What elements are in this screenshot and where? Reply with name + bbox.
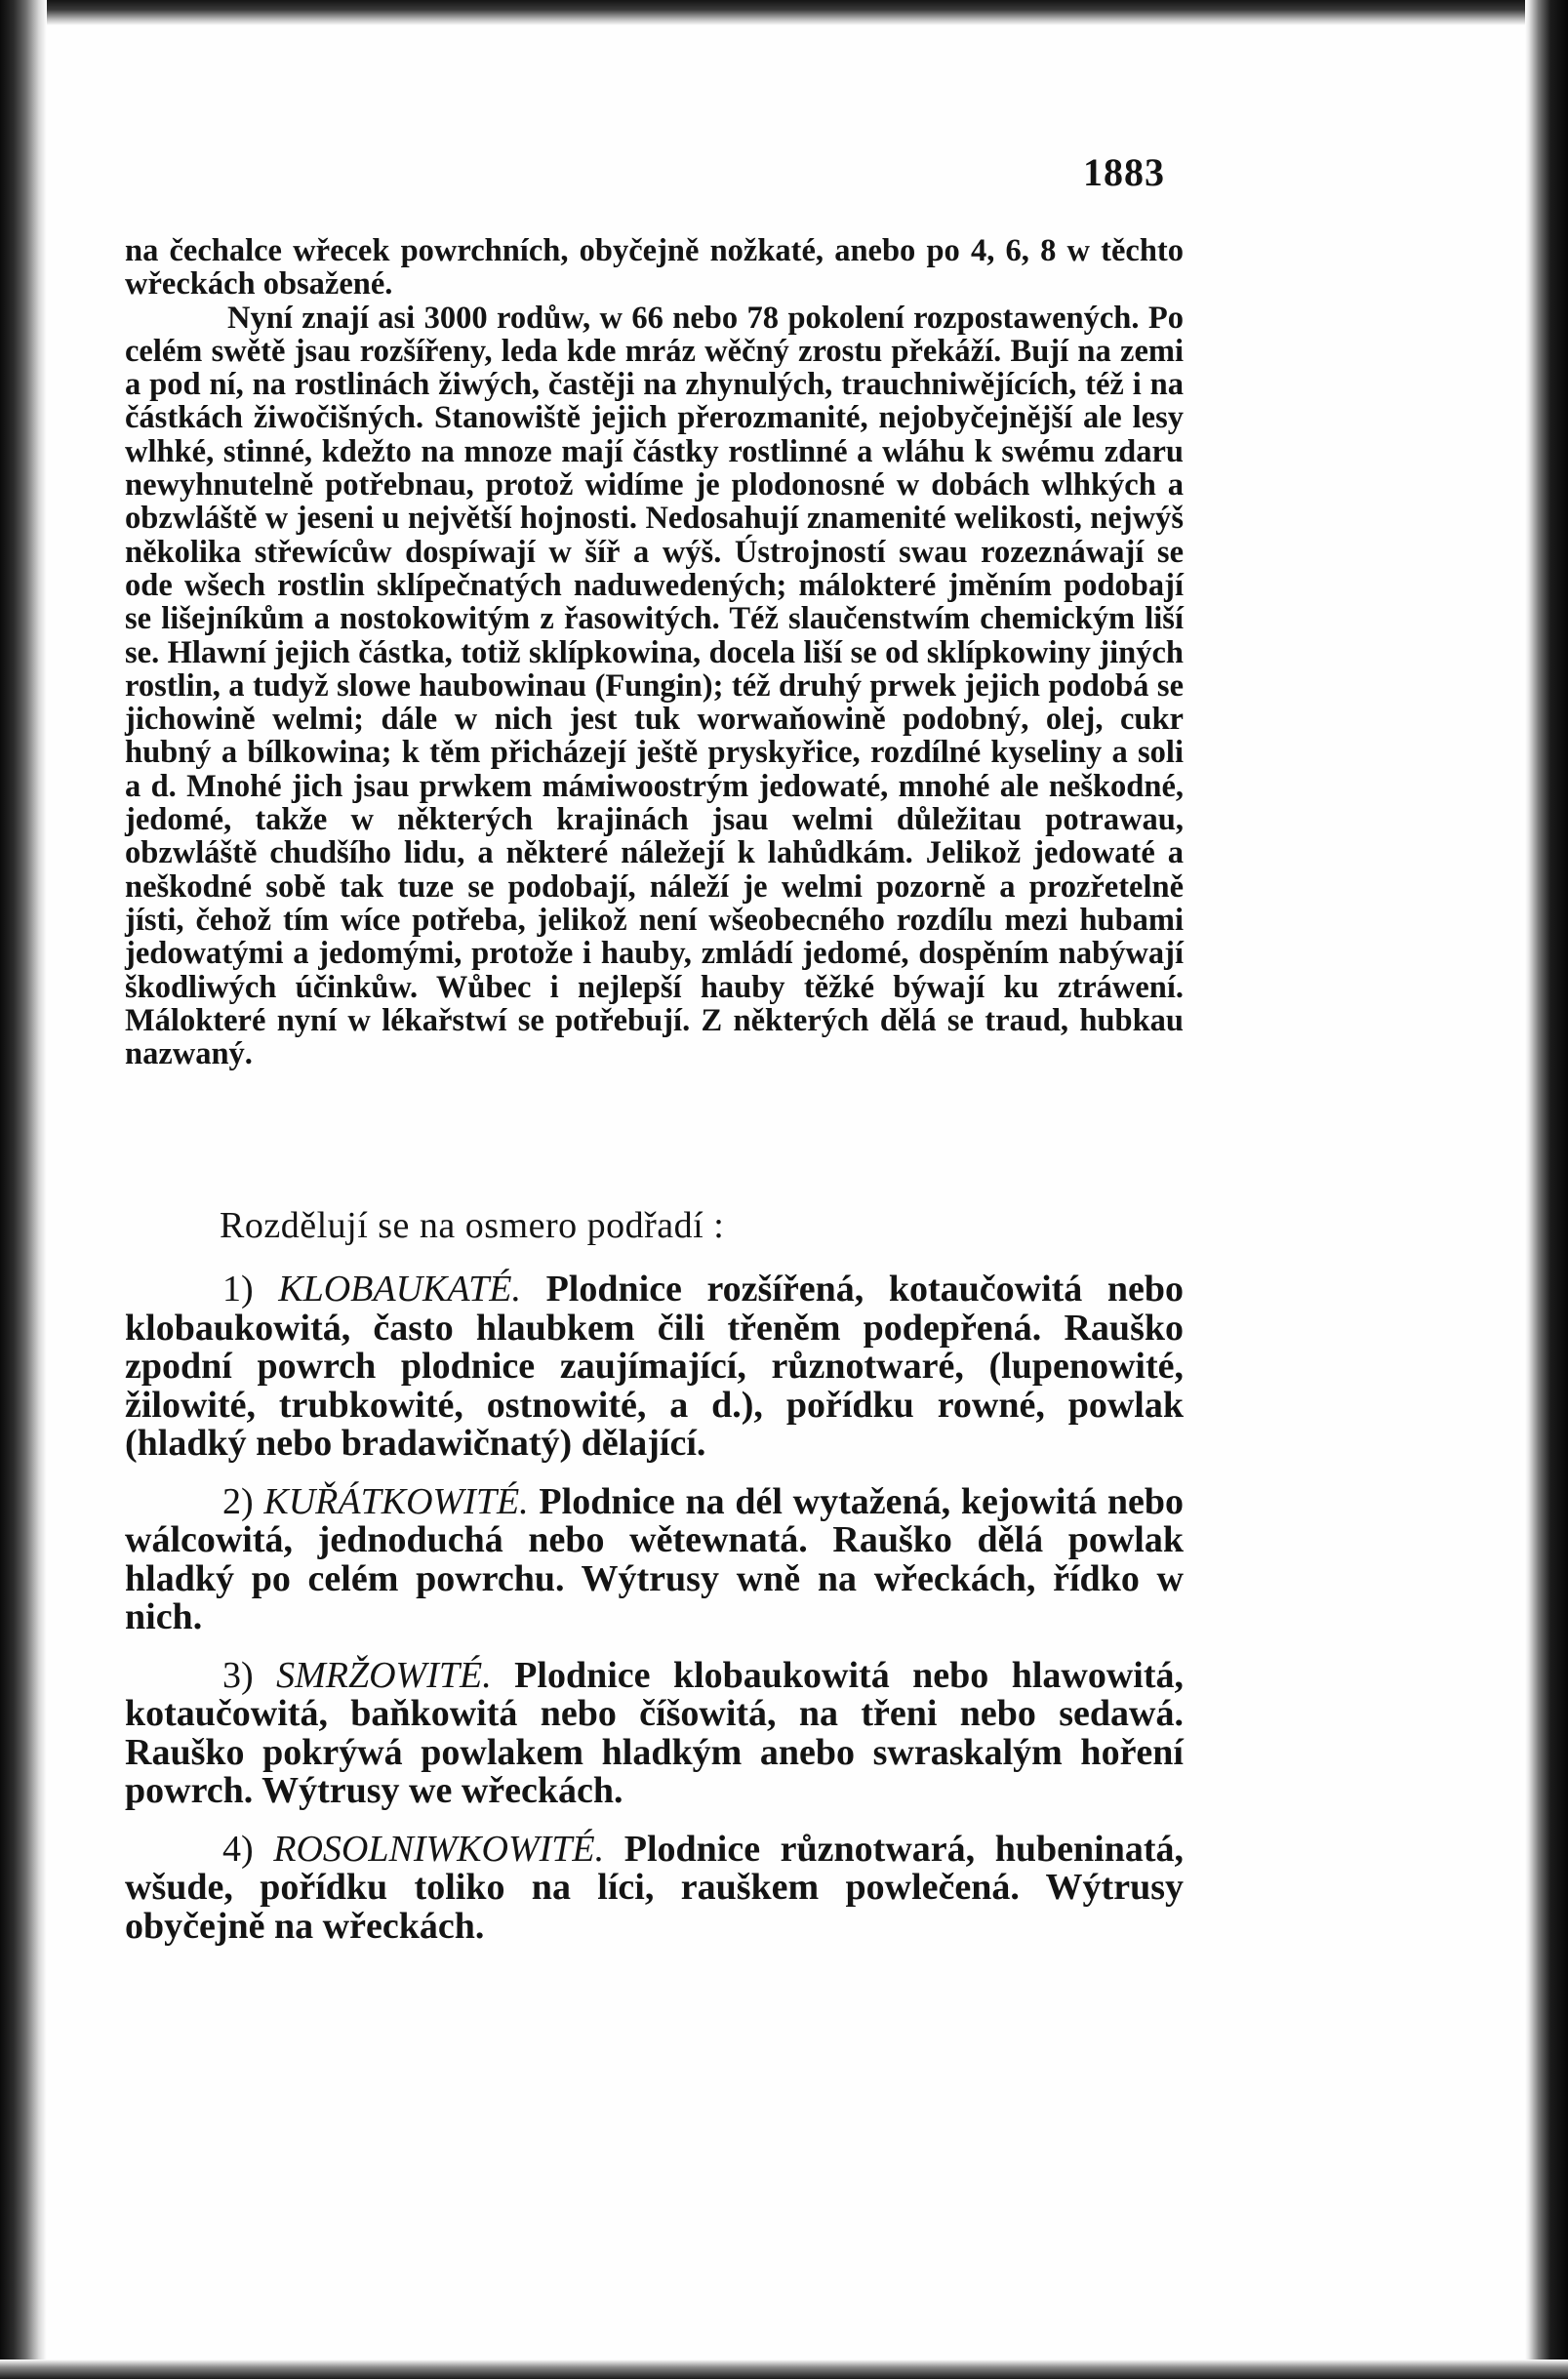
category-name: SMRŽOWITÉ.: [276, 1654, 492, 1696]
category-name: KUŘÁTKOWITÉ.: [263, 1480, 529, 1522]
category-description: Plodnice rozšířená, kotaučowitá nebo klobaukowitá, často hlaubkem čili třeněm podepřená. Rauško zpodní powrch plodnice zaujímající, různotwaré, (lupenowité, žilowité, trubkowité, ostnowité, a d.), pořídku rowné, powlak (hladký nebo bradawičnatý) dělající.: [125, 1269, 1184, 1464]
category-description: Plodnice klobaukowitá nebo hlawowitá, kotaučowitá, baňkowitá nebo číšowitá, na třeni nebo sedawá. Rauško pokrýwá powlakem hladkým anebo swraskalým hoření powrch. Wýtrusy we wřeckách.: [125, 1654, 1185, 1811]
section-heading: Rozdělují se na osmero podřadí :: [220, 1205, 725, 1246]
category-list: [125, 1270, 1184, 1965]
category-number: 2): [222, 1480, 254, 1522]
scan-border-top: [0, 0, 1568, 25]
scan-border-left: [0, 0, 47, 2379]
category-description: Plodnice různotwará, hubeninatá, wšude, pořídku toliko na líci, rauškem powlečená. Wýtrusy obyčejně na wřeckách.: [125, 1828, 1185, 1947]
category-item: [125, 1828, 1185, 1947]
category-name: KLOBAUKATÉ.: [278, 1269, 522, 1310]
category-name: ROSOLNIWKOWITÉ.: [273, 1828, 605, 1870]
paragraph-continuation: na čechalce wřecek powrchních, obyčejně nožkaté, anebo po 4, 6, 8 w těchto wřeckách obsažené.: [125, 233, 1184, 302]
scan-border-bottom: [0, 2359, 1568, 2379]
category-description: Plodnice na dél wytažená, kejowitá nebo wálcowitá, jednoduchá nebo wětewnatá. Rauško dělá powlak hladký po celém powrchu. Wýtrusy wně na wřeckách, řídko w nich.: [125, 1480, 1184, 1637]
paragraph-main: Nyní znají asi 3000 rodůw, w 66 nebo 78 pokolení rozpostawených. Po celém swětě jsau rozšířeny, leda kde mráz wěčný zrostu překáží. Bují na zemi a pod ní, na rostlinách žiwých, častěji na zhynulých, trauchniwějících, též i na částkách žiwočišných. Stanowiště jejich přerozmanité, nejobyčejnější ale lesy wlhké, stinné, kdežto na mnoze mají částky rostlinné a wláhu k swému zdaru newyhnutelně potřebnau, protož widíme je plodonosné w dobách wlhkých a obzwláště w jeseni u největší hojnosti. Nedosahují znamenité welikosti, nejwýš několika střewícůw dospíwají w šíř a wýš. Ústrojností swau rozeznáwají se ode wšech rostlin sklípečnatých naduwedených; málokteré jměním podobají se lišejníkům a nostokowitým z řasowitých. Též slaučenstwím chemickým liší se. Hlawní jejich částka, totiž sklípkowina, docela liší se od sklípkowiny jiných rostlin, a tudyž slowe haubowinau (Fungin); též druhý prwek jejich podobá se jichowině welmi; dále w nich jest tuk worwaňowině podobný, olej, cukr hubný a bílkowina; k těm přicházejí ještě pryskyřice, rozdílné kyseliny a soli a d. Mnohé jich jsau prwkem máміwoostrým jedowaté, mnohé ale neškodné, jedomé, takže w některých krajinách jsau welmi důležitau potrawau, obzwláště chudšího lidu, a některé náležejí k lahůdkám. Jelikož jedowaté a neškodné sobě tak tuze se podobají, náleží je welmi pozorně a prozřetelně jísti, čehož tím wíce potřeba, jelikož není wšeobecného rozdílu mezi hubami jedowatými a jedomými, protože i hauby, zmládí jedomé, dospěním nabýwají škodliwých účinkůw. Wůbec i nejlepší hauby těžké býwají ku ztráwení. Málokteré nyní w lékařstwí se potřebují. Z některých dělá se traud, hubkau nazwaný.: [125, 300, 1184, 1072]
category-item: [125, 1480, 1184, 1637]
category-number: 1): [222, 1269, 254, 1310]
page-number: 1883: [1083, 150, 1165, 194]
category-number: 3): [222, 1654, 254, 1696]
category-item: [125, 1654, 1185, 1811]
body-text: [125, 234, 1184, 1070]
category-number: 4): [222, 1828, 254, 1870]
scan-border-right: [1525, 0, 1568, 2379]
category-item: [125, 1270, 1184, 1464]
